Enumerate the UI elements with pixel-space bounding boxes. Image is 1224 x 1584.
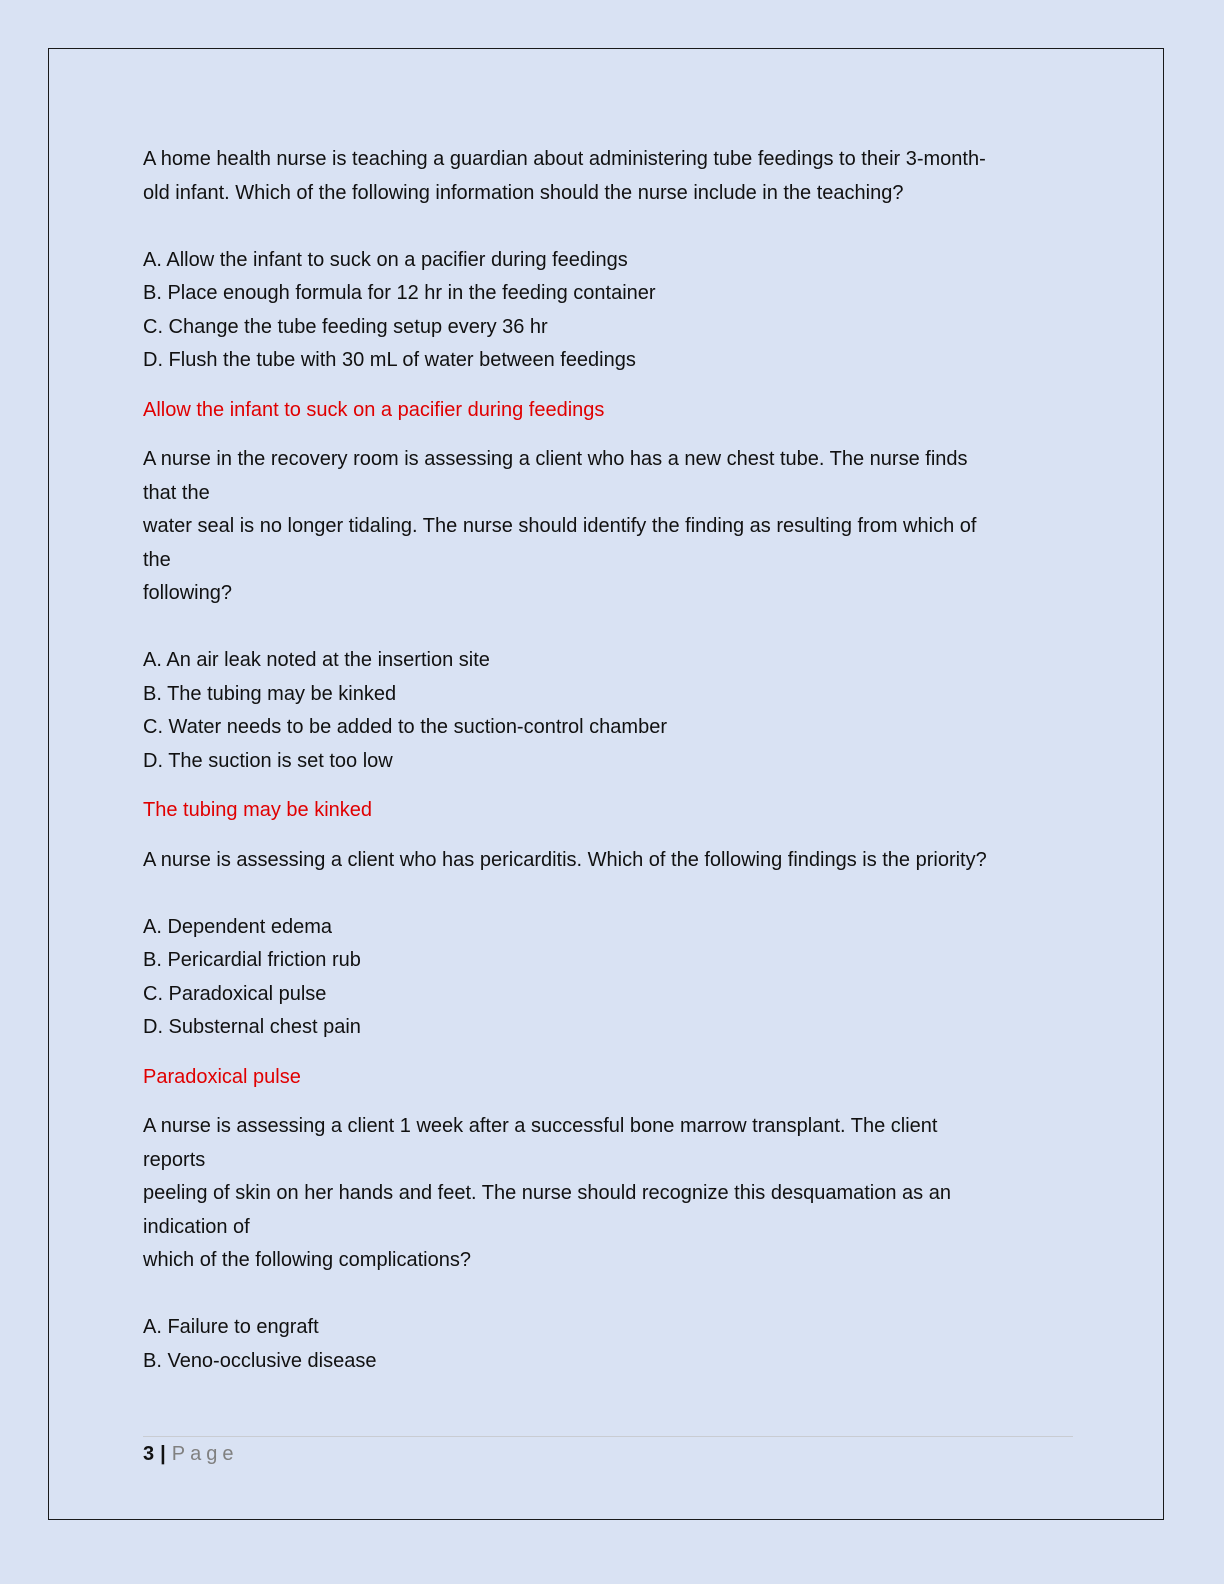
question-2 bbox=[143, 443, 1078, 828]
correct-answer: Allow the infant to suck on a pacifier during feedings bbox=[143, 398, 605, 421]
page-label: Page bbox=[171, 1443, 239, 1465]
option-b: B. Place enough formula for 12 hr in the feeding container bbox=[143, 282, 656, 304]
footer-divider bbox=[143, 1436, 1073, 1437]
question-1 bbox=[143, 143, 1078, 427]
option-c: C. Change the tube feeding setup every 36 hr bbox=[143, 315, 548, 338]
page-number: 3 bbox=[143, 1443, 155, 1465]
question-stem-line: A home health nurse is teaching a guardian about administering tube feedings to their 3-month- bbox=[143, 148, 986, 170]
correct-answer: Paradoxical pulse bbox=[143, 1065, 301, 1088]
question-4 bbox=[143, 1110, 1078, 1378]
option-c: C. Paradoxical pulse bbox=[143, 982, 327, 1005]
option-b: B. Pericardial friction rub bbox=[143, 949, 361, 971]
correct-answer: The tubing may be kinked bbox=[143, 799, 373, 821]
question-stem-line: reports bbox=[143, 1148, 206, 1171]
option-c: C. Water needs to be added to the suction-control chamber bbox=[143, 716, 667, 738]
answer-options bbox=[143, 1311, 1078, 1378]
option-d: D. Flush the tube with 30 mL of water between feedings bbox=[143, 349, 636, 371]
option-a: A. Dependent edema bbox=[143, 915, 333, 938]
option-b: B. The tubing may be kinked bbox=[143, 682, 397, 705]
option-d: D. Substernal chest pain bbox=[143, 1016, 361, 1038]
option-d: D. The suction is set too low bbox=[143, 749, 393, 772]
question-stem-line: A nurse in the recovery room is assessing a client who has a new chest tube. The nurse finds bbox=[143, 448, 968, 470]
answer-options bbox=[143, 911, 1078, 1045]
question-3 bbox=[143, 844, 1078, 1095]
question-stem-line: peeling of skin on her hands and feet. The nurse should recognize this desquamation as an bbox=[143, 1182, 951, 1204]
answer-options bbox=[143, 644, 1078, 778]
option-a: A. Allow the infant to suck on a pacifier during feedings bbox=[143, 248, 628, 271]
page-footer bbox=[143, 1440, 238, 1468]
question-stem-line: old infant. Which of the following information should the nurse include in the teaching? bbox=[143, 181, 904, 204]
question-stem-line: A nurse is assessing a client 1 week after a successful bone marrow transplant. The client bbox=[143, 1115, 938, 1137]
question-stem-line: indication of bbox=[143, 1215, 250, 1238]
option-b: B. Veno-occlusive disease bbox=[143, 1349, 377, 1372]
answer-options bbox=[143, 244, 1078, 378]
document-content bbox=[143, 143, 1078, 1378]
option-a: A. An air leak noted at the insertion site bbox=[143, 649, 490, 671]
footer-separator: | bbox=[160, 1443, 166, 1465]
option-a: A. Failure to engraft bbox=[143, 1316, 319, 1338]
question-stem-line: which of the following complications? bbox=[143, 1249, 471, 1271]
question-stem-line: A nurse is assessing a client who has pericarditis. Which of the following findings is the priority? bbox=[143, 848, 987, 871]
question-stem-line: following? bbox=[143, 582, 232, 604]
question-stem-line: that the bbox=[143, 481, 210, 504]
question-stem-line: water seal is no longer tidaling. The nurse should identify the finding as resulting from which of bbox=[143, 515, 977, 537]
question-stem-line: the bbox=[143, 548, 171, 571]
